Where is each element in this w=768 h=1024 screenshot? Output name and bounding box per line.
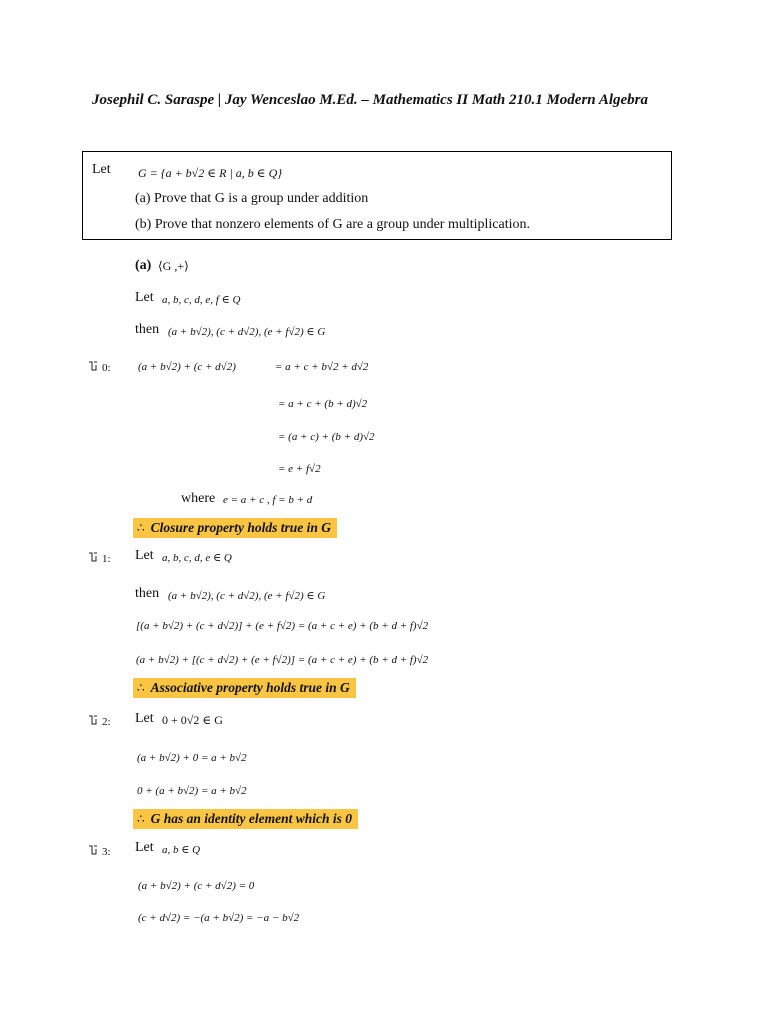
- closure-line-4: = e + f√2: [278, 463, 321, 475]
- group-notation: ⟨G ,+⟩: [158, 259, 189, 273]
- identity-conclusion: [133, 809, 358, 829]
- let-variables: a, b, c, d, e, f ∈ Q: [162, 294, 241, 306]
- axiom-g2-label-text: 2:: [102, 716, 111, 728]
- closure-lhs: (a + b√2) + (c + d√2): [138, 361, 236, 373]
- closure-line-3: = (a + c) + (b + d)√2: [278, 431, 375, 443]
- identity-conclusion-text: G has an identity element which is 0: [150, 811, 353, 826]
- closure-conclusion: [133, 518, 337, 538]
- g2-identity-element: 0 + 0√2 ∈ G: [162, 713, 223, 727]
- axiom-g1-label-text: 1:: [102, 553, 111, 565]
- where-word: where: [181, 491, 216, 506]
- g1-let-variables: a, b, c, d, e ∈ Q: [162, 552, 232, 564]
- identity-eq-2: 0 + (a + b√2) = a + b√2: [137, 785, 247, 797]
- g1-then-word: then: [135, 586, 160, 601]
- associative-conclusion: [133, 678, 356, 698]
- axiom-glyph-icon: [88, 552, 98, 563]
- g1-let-word: Let: [135, 548, 154, 563]
- set-definition: G = {a + b√2 ∈ R | a, b ∈ Q}: [138, 166, 283, 180]
- g2-let-word: Let: [135, 711, 154, 726]
- where-definition: e = a + c , f = b + d: [223, 494, 313, 506]
- problem-part-b: (b) Prove that nonzero elements of G are a group under multiplication.: [135, 217, 530, 232]
- axiom-g0-label-text: 0:: [102, 362, 111, 374]
- closure-line-2: = a + c + (b + d)√2: [278, 398, 368, 410]
- axiom-g0-label: [88, 361, 111, 374]
- axiom-g3-label: [88, 845, 111, 858]
- associative-eq-1: [(a + b√2) + (c + d√2)] + (e + f√2) = (a + c + e) + (b + d + f)√2: [136, 620, 429, 632]
- problem-let-label: Let: [92, 162, 111, 177]
- identity-eq-1: (a + b√2) + 0 = a + b√2: [137, 752, 247, 764]
- part-a-label: (a): [135, 258, 152, 273]
- associative-eq-2: (a + b√2) + [(c + d√2) + (e + f√2)] = (a + c + e) + (b + d + f)√2: [136, 654, 429, 666]
- document-header: Josephil C. Saraspe | Jay Wenceslao M.Ed. – Mathematics II Math 210.1 Modern Algebra: [92, 92, 648, 108]
- g3-let-word: Let: [135, 840, 154, 855]
- therefore-symbol: ∴: [137, 521, 145, 535]
- axiom-glyph-icon: [88, 715, 98, 726]
- axiom-glyph-icon: [88, 845, 98, 856]
- problem-part-a: (a) Prove that G is a group under addition: [135, 191, 369, 206]
- then-word: then: [135, 322, 160, 337]
- problem-statement-box: [82, 151, 672, 240]
- axiom-g3-label-text: 3:: [102, 846, 111, 858]
- therefore-symbol: ∴: [137, 812, 145, 826]
- let-word: Let: [135, 290, 154, 305]
- g1-then-elements: (a + b√2), (c + d√2), (e + f√2) ∈ G: [168, 590, 326, 602]
- closure-line-1: = a + c + b√2 + d√2: [275, 361, 369, 373]
- inverse-eq-2: (c + d√2) = −(a + b√2) = −a − b√2: [138, 912, 300, 924]
- axiom-g2-label: [88, 715, 111, 728]
- inverse-eq-1: (a + b√2) + (c + d√2) = 0: [138, 880, 255, 892]
- axiom-glyph-icon: [88, 361, 98, 372]
- associative-conclusion-text: Associative property holds true in G: [150, 680, 350, 695]
- g3-let-variables: a, b ∈ Q: [162, 844, 201, 856]
- closure-conclusion-text: Closure property holds true in G: [150, 520, 332, 535]
- axiom-g1-label: [88, 552, 111, 565]
- then-elements: (a + b√2), (c + d√2), (e + f√2) ∈ G: [168, 326, 326, 338]
- therefore-symbol: ∴: [137, 681, 145, 695]
